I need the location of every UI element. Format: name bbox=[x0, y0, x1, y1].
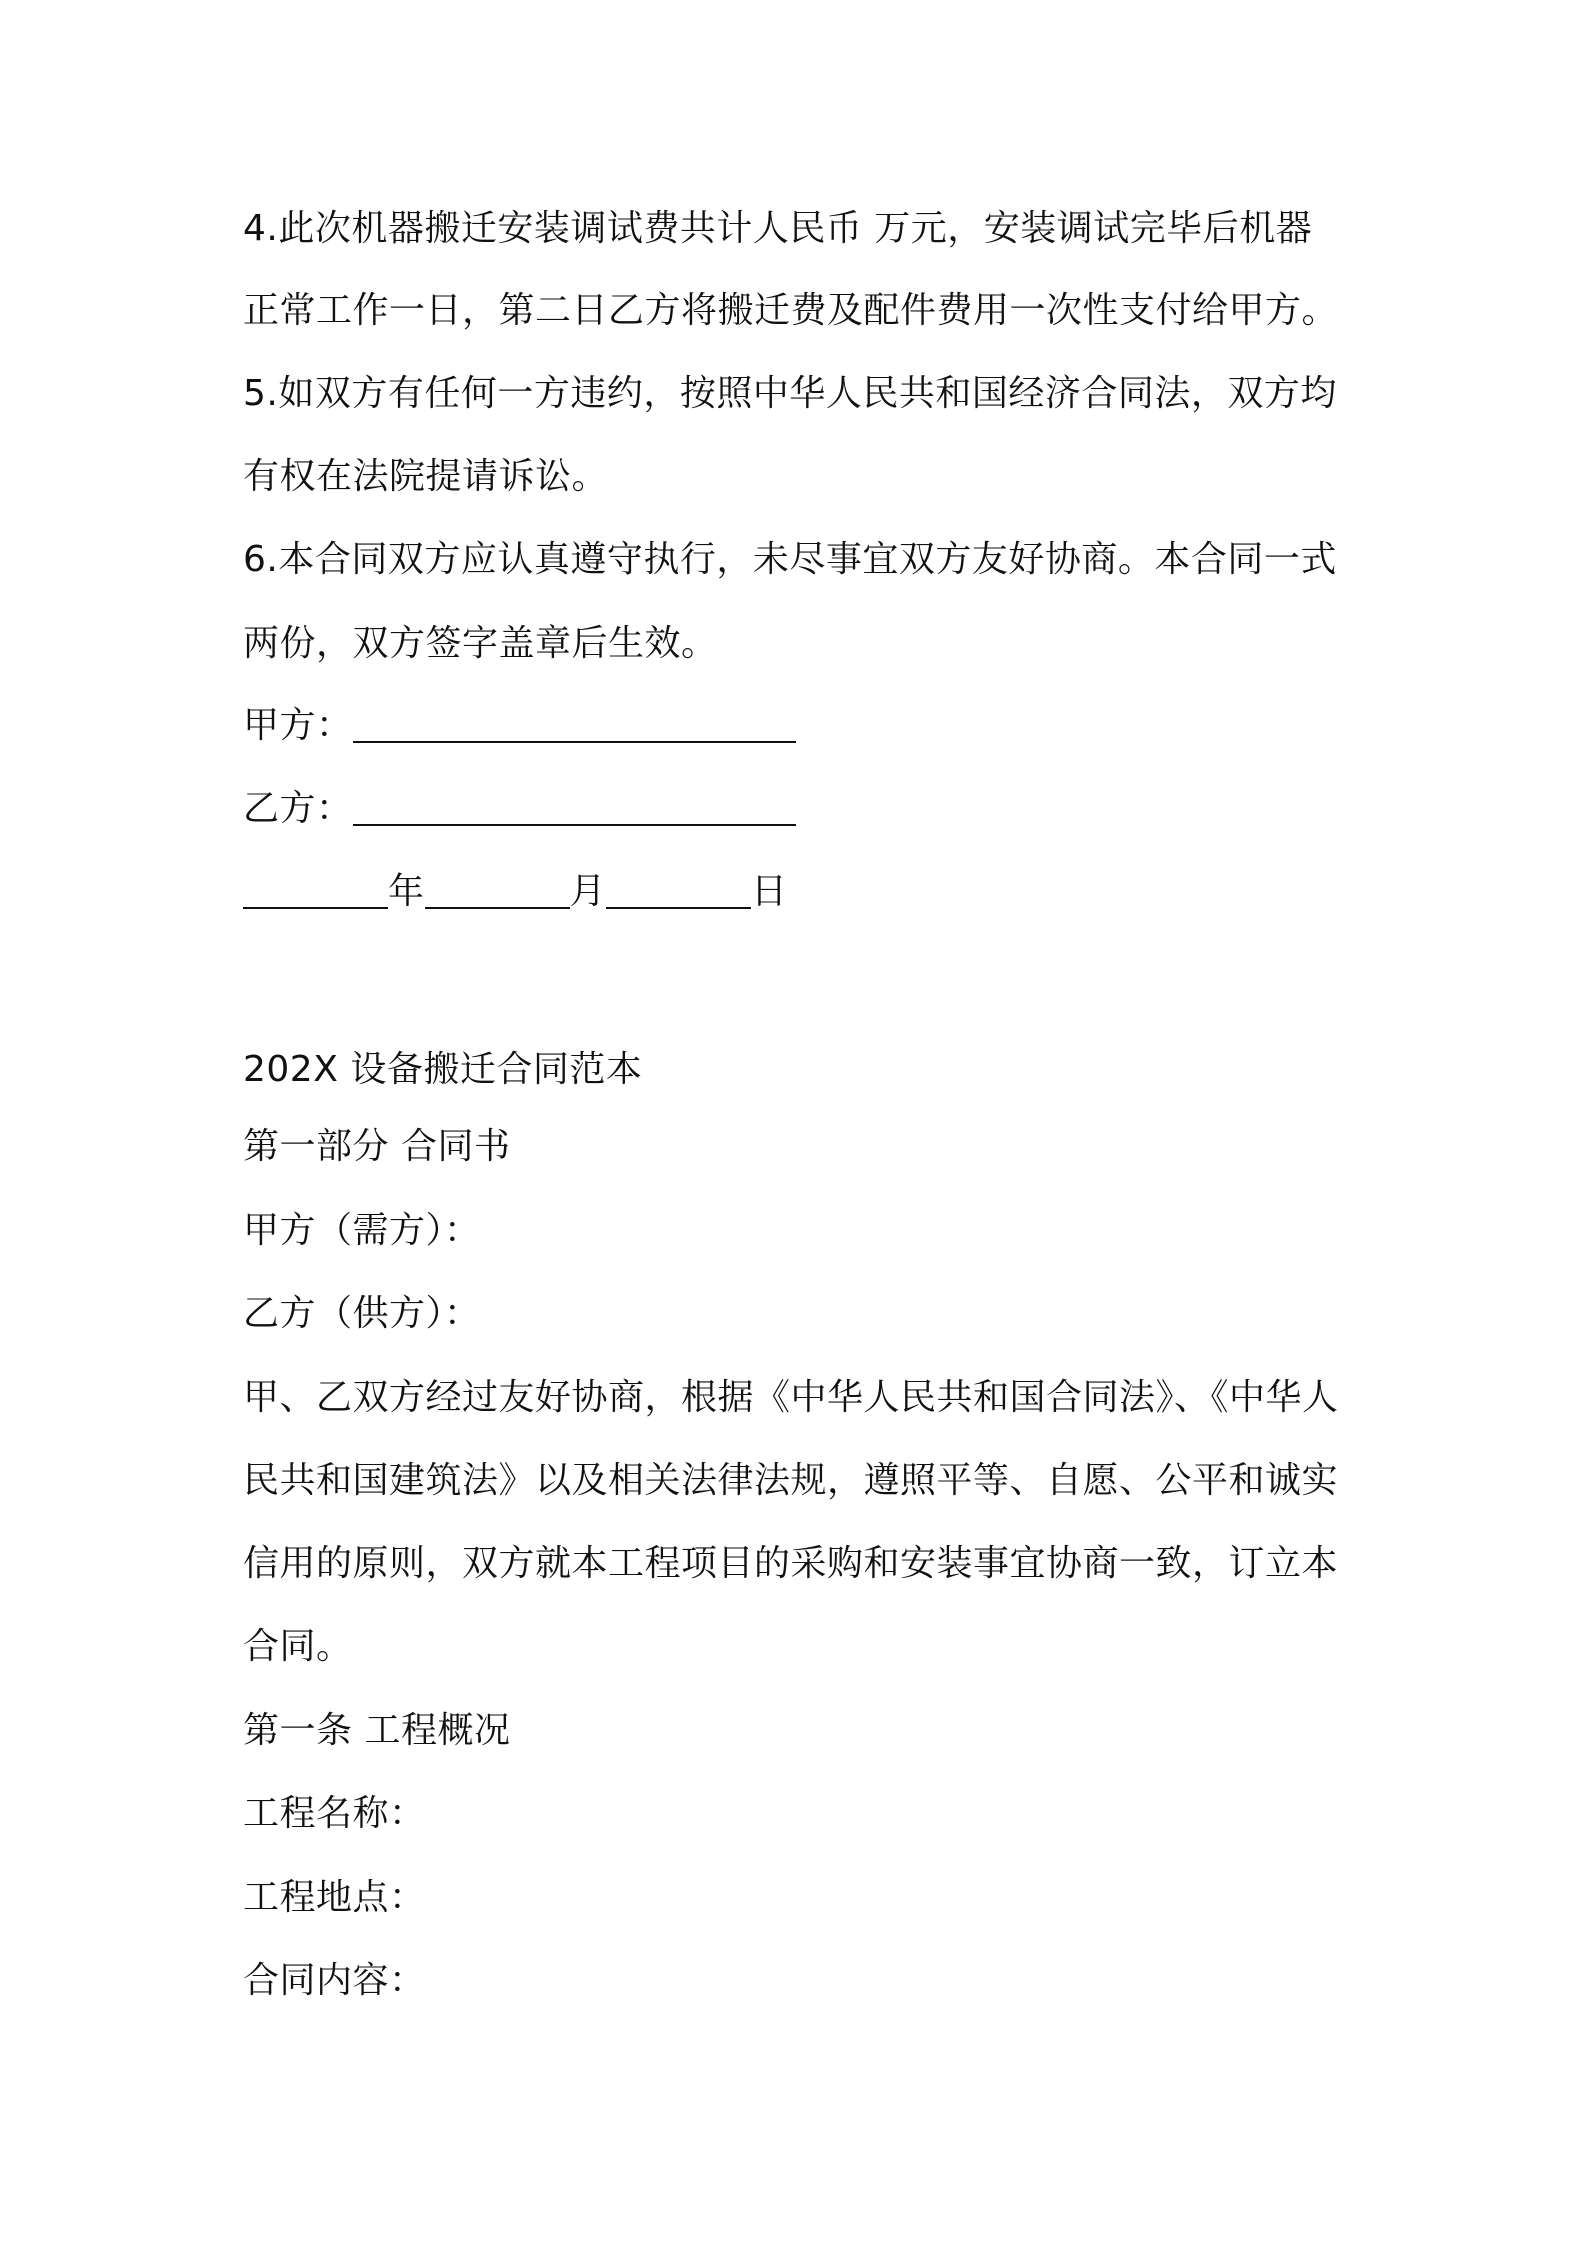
day-label: 日 bbox=[751, 871, 788, 912]
clause-6-line-1: 6.本合同双方应认真遵守执行，未尽事宜双方友好协商。本合同一式 bbox=[243, 539, 1337, 580]
article-1-heading: 第一条 工程概况 bbox=[243, 1710, 511, 1751]
part-one-heading: 第一部分 合同书 bbox=[243, 1126, 511, 1167]
year-label: 年 bbox=[388, 871, 425, 912]
clause-4-line-2: 正常工作一日，第二日乙方将搬迁费及配件费用一次性支付给甲方。 bbox=[243, 290, 1339, 331]
party-a-demand: 甲方（需方）： bbox=[243, 1210, 481, 1251]
clause-5-line-2: 有权在法院提请诉讼。 bbox=[243, 456, 609, 497]
date-line bbox=[243, 870, 788, 914]
clause-4-line-1: 4.此次机器搬迁安装调试费共计人民币 万元，安装调试完毕后机器 bbox=[243, 208, 1313, 249]
month-blank bbox=[425, 871, 570, 909]
party-a-blank bbox=[353, 705, 796, 743]
year-blank bbox=[243, 871, 388, 909]
party-b-signature-line bbox=[243, 787, 796, 831]
preamble-line-3: 信用的原则，双方就本工程项目的采购和安装事宜协商一致，订立本 bbox=[243, 1543, 1339, 1584]
party-a-label: 甲方： bbox=[243, 705, 353, 746]
party-b-label: 乙方： bbox=[243, 788, 353, 829]
contract-content-field: 合同内容： bbox=[243, 1960, 426, 2001]
preamble-line-1: 甲、乙双方经过友好协商，根据《中华人民共和国合同法》、《中华人 bbox=[243, 1377, 1339, 1418]
project-location-field: 工程地点： bbox=[243, 1877, 426, 1918]
preamble-line-2: 民共和国建筑法》以及相关法律法规，遵照平等、自愿、公平和诚实 bbox=[243, 1460, 1339, 1501]
clause-5-line-1: 5.如双方有任何一方违约，按照中华人民共和国经济合同法，双方均 bbox=[243, 373, 1337, 414]
month-label: 月 bbox=[569, 871, 607, 912]
contract-title: 202X 设备搬迁合同范本 bbox=[243, 1049, 643, 1090]
project-name-field: 工程名称： bbox=[243, 1793, 426, 1834]
party-a-signature-line bbox=[243, 704, 796, 748]
clause-6-line-2: 两份，双方签字盖章后生效。 bbox=[243, 623, 718, 664]
day-blank bbox=[606, 871, 751, 909]
preamble-line-4: 合同。 bbox=[243, 1626, 353, 1667]
party-b-supply: 乙方（供方）： bbox=[243, 1293, 481, 1334]
party-b-blank bbox=[353, 788, 796, 826]
